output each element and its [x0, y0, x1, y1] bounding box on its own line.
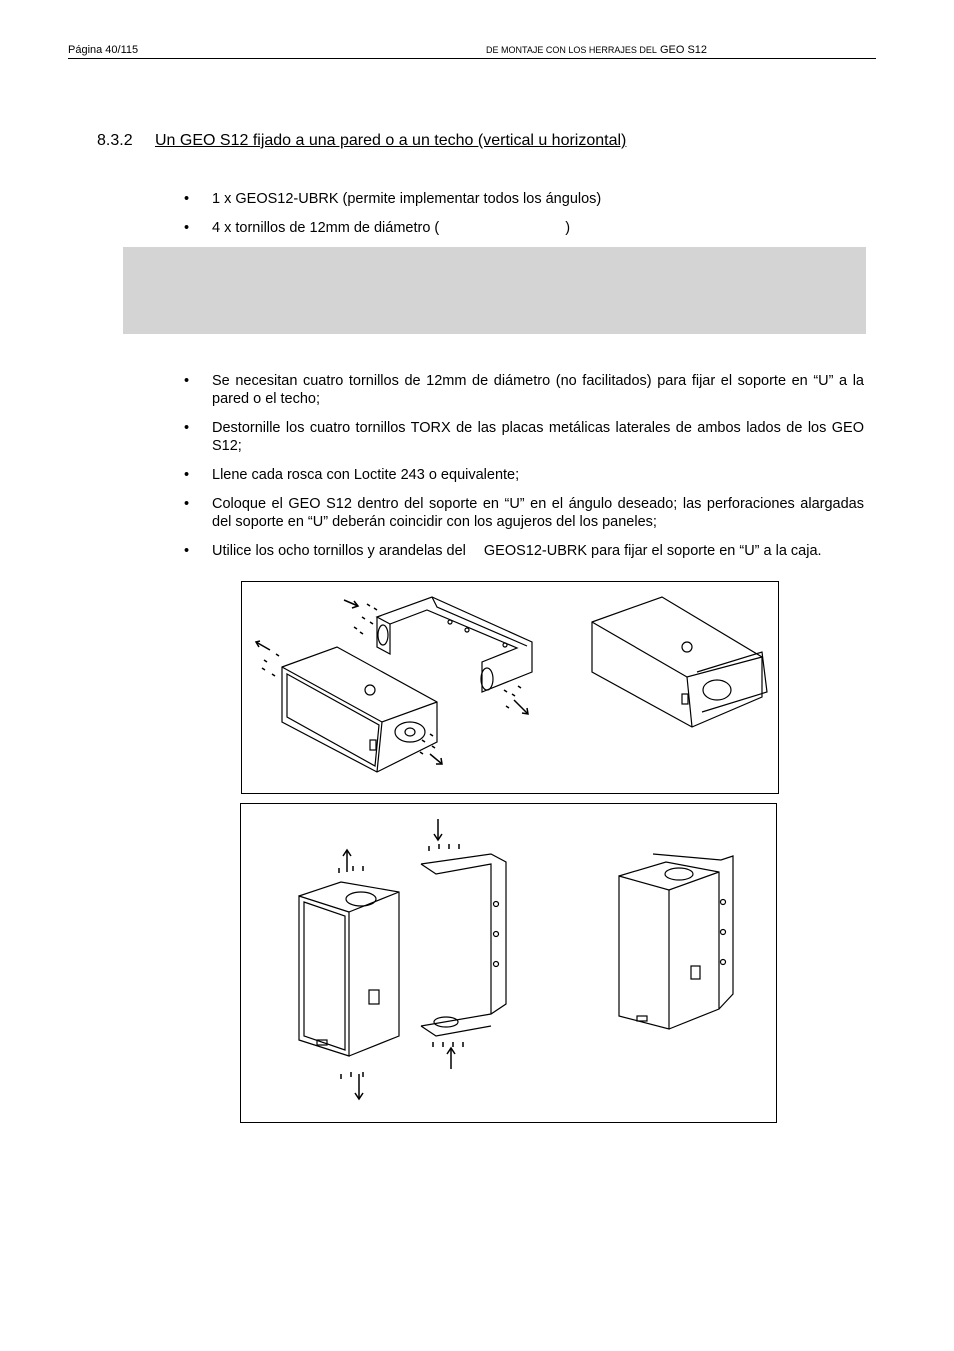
- header-title: [486, 44, 707, 56]
- vertical-mounting-drawing: [241, 804, 776, 1122]
- figure-vertical-mounting: [240, 803, 777, 1123]
- step-text-end: GEOS12-UBRK para fijar el soporte en “U” a la caja.: [483, 543, 822, 559]
- arrows-screws: [256, 600, 528, 764]
- steps-list: [184, 372, 864, 571]
- step-text: Utilice los ocho tornillos y arandelas del: [212, 543, 466, 559]
- bullet: •: [184, 543, 190, 559]
- bullet: •: [184, 467, 190, 483]
- list-item: [184, 372, 864, 408]
- list-item: [184, 219, 864, 237]
- list-item: [184, 190, 864, 208]
- bullet: •: [184, 191, 190, 207]
- u-bracket: [377, 597, 532, 692]
- requirement-text-end: ): [565, 220, 571, 236]
- requirement-text: 1 x GEOS12-UBRK (permite implementar todos los ángulos): [212, 191, 602, 207]
- step-text: Coloque el GEO S12 dentro del soporte en “U” en el ángulo deseado; las perforaciones alargadas del soporte en “U” deberán coincidir con los agujeros del los paneles;: [212, 496, 864, 530]
- list-item: [184, 466, 864, 484]
- list-item: [184, 495, 864, 531]
- figure-horizontal-mounting: [241, 581, 779, 794]
- bullet: •: [184, 373, 190, 389]
- page-number: Página 40/115: [68, 44, 139, 56]
- note-box: [123, 247, 866, 334]
- list-item: [184, 419, 864, 455]
- bullet: •: [184, 420, 190, 436]
- horizontal-mounting-drawing: [242, 582, 778, 793]
- speaker-box-left: [282, 647, 437, 772]
- header-title-model: GEO S12: [659, 44, 708, 56]
- requirement-text: 4 x tornillos de 12mm de diámetro (: [212, 220, 440, 236]
- speaker-vertical-left: [299, 882, 399, 1056]
- step-text: Destornille los cuatro tornillos TORX de las placas metálicas laterales de ambos lados de los GEO S12;: [212, 420, 864, 454]
- u-bracket-vertical: [421, 854, 506, 1036]
- step-text: Llene cada rosca con Loctite 243 o equivalente;: [212, 467, 520, 483]
- page-header: [68, 44, 876, 59]
- speaker-assembled-right: [592, 597, 767, 727]
- section-title: Un GEO S12 fijado a una pared o a un techo (vertical u horizontal): [155, 132, 627, 149]
- step-text: Se necesitan cuatro tornillos de 12mm de diámetro (no facilitados) para fijar el soporte en “U” a la pared o el techo;: [212, 373, 864, 407]
- section-number: 8.3.2: [97, 132, 133, 149]
- list-item: [184, 542, 864, 560]
- requirements-list: [184, 190, 864, 248]
- header-title-smallcaps: DE MONTAJE CON LOS HERRAJES DEL: [486, 45, 657, 55]
- speaker-assembled-vertical-right: [619, 854, 733, 1029]
- bullet: •: [184, 496, 190, 512]
- bullet: •: [184, 220, 190, 236]
- section-heading: [97, 132, 626, 150]
